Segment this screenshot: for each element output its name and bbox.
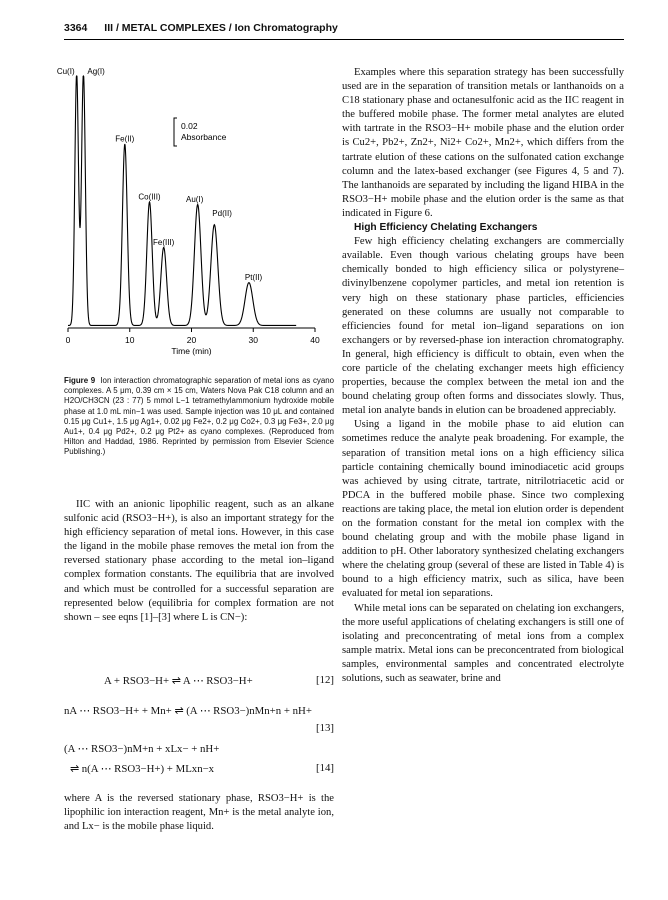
figure-label: Figure 9 [64,376,96,385]
equation-12 [64,674,334,688]
right-paragraph-3: Using a ligand in the mobile phase to aid elution can sometimes reduce the analyte peak broadening. For example, the separation of transition metal ions on a high efficiency silica particle containing chemically bound iminodiacetic acid groups was achieved by using citrate, tartrate, nitrilotriacetic acid or PDCA in the buffered mobile phase. Since two complexing reactions are taking place, the metal ion elution order is dependent on the formation constant for the metal ion complex with the bound chelating group and with the mobile phase ligand in addition to pH. Other laboratory synthesized chelating exchangers where the chelating group (several of these are listed in Table 4) is bound to a high efficiency matrix, such as silica, have been evaluated for metal ion separations. [342,419,624,600]
peak-label: Au(I) [186,195,204,204]
right-column [342,66,624,686]
left-paragraph-2: where A is the reversed stationary phase, RSO3−H+ is the lipophilic ion interaction reagent, Mn+ is the metal analyte ion, and Lx− is the mobile phase liquid. [64,793,334,833]
peak-label: Pd(II) [212,209,232,219]
chromatogram-chart [56,60,330,370]
left-column-end [64,792,334,834]
page-header [64,22,624,34]
equation-13-body: nA ⋯ RSO3−H+ + Mn+ ⇌ (A ⋯ RSO3−)nMn+n + nH+ [64,705,312,717]
equation-14-number: [14] [316,762,334,774]
equation-13-number: [13] [316,722,334,734]
chromatogram-trace [68,76,296,325]
equation-14-line1: (A ⋯ RSO3−)nM+n + xLx− + nH+ [64,743,220,755]
equation-14-line2: ⇌ n(A ⋯ RSO3−H+) + MLxn−x [70,763,215,775]
equation-13 [64,704,334,734]
equation-12-number: [12] [316,674,334,686]
x-tick-label: 20 [186,335,197,345]
equation-12-body: A + RSO3−H+ ⇌ A ⋯ RSO3−H+ [104,675,253,687]
left-paragraph-1: IIC with an anionic lipophilic reagent, such as an alkane sulfonic acid (RSO3−H+), is also an important strategy for the high efficiency separation of metal ions. However, in this case the ligand in the mobile phase removes the metal ion from the reversed stationary phase according to the metal ion–ligand complex formation constants. The equilibria that are involved and which must be controlled for a successful separation are represented below (equilibria for complex formation are not shown – see eqns [1]–[3] where L is CN−): [64,499,334,623]
x-axis-label: Time (min) [171,346,212,356]
peak-label: Cu(I) [56,67,75,76]
running-title: III / METAL COMPLEXES / Ion Chromatography [104,22,338,34]
scale-bar [174,118,227,146]
figure-caption [64,376,334,458]
x-tick-label: 10 [125,335,135,345]
header-rule [64,39,624,40]
peak-label: Co(III) [138,192,161,202]
left-column [64,498,334,625]
x-tick-label: 30 [248,335,258,345]
right-paragraph-4: While metal ions can be separated on chelating ion exchangers, the more useful applications of chelating exchangers is still one of isolating and preconcentrating of metal ions from a complex sample matrix. Metal ions can be preconcentrated from biological samples, environmental samples and concentrated electrolyte solutions, such as seawater, brine and [342,602,624,685]
section-heading: High Efficiency Chelating Exchangers [354,222,538,234]
x-tick-label: 40 [310,335,320,345]
peak-label: Pt(II) [244,273,263,283]
right-paragraph-1: Examples where this separation strategy has been successfully used are in the separation of transition metals or lanthanoids on a C18 stationary phase and octanesulfonic acid as the IIC reagent in the buffered mobile phase. The former metal analytes are eluted with tartrate in the RSO3−H+ mobile phase and the elution order is Cu2+, Pb2+, Zn2+, Ni2+ Co2+, Mn2+, which differs from the tartrate elution of these cations on the sulfonated cation exchange column and the latex-based exchanger (see Figures 4, 5 and 7). The lanthanoids are separated by including the ligand HIBA in the RSO3−H+ mobile phase and the elution order is the same as that indicated in Figure 6. [342,67,624,219]
x-tick-label: 0 [65,335,71,345]
page-number: 3364 [64,22,88,34]
peak-label: Ag(I) [87,67,105,76]
peak-label: Fe(II) [115,134,135,144]
equation-14 [64,742,334,776]
scale-bar-value: 0.02 [181,121,198,131]
figure-caption-text: Ion interaction chromatographic separation of metal ions as cyano complexes. A 5 μm, 0.39 cm × 15 cm, Waters Nova Pak C18 column and an H2O/CH3CN (23 : 77) 5 mmol L−1 tetramethylammonium hydroxide mobile phase at 1.0 mL min−1 was used. Sample injection was 10 μL and contained 0.15 μg Cu1+, 1.5 μg Ag1+, 0.02 μg Fe2+, 0.2 μg Co2+, 0.3 μg Fe3+, 2.0 μg Au1+, 0.4 μg Pd2+, 0.2 μg Pt2+ as cyano complexes. (Reproduced from Hilton and Haddad, 1986. Reprinted by permission from Elsevier Science Publishing.) [64,376,334,457]
right-paragraph-2: Few high efficiency chelating exchangers are commercially available. Even though various chelating groups have been chemically bonded to high efficiency silica or polystyrene–divinylbenzene copolymer particles, and metal ion retention is very high on these stationary phase particles, efficiencies generated on these columns are usually not comparable to efficiencies found for metal ion–ligand separations on ion exchangers or by reversed-phase ion interaction chromatography. In general, high efficiency is difficult to obtain, even when the core particle of the chelating exchanger meets high efficiency properties, because the complex between the metal ion and the bound chelating group often forms and dissociates slowly. Thus, metal ion analyte bands in elution can be broadened appreciably. [342,236,624,417]
peak-label: Fe(III) [153,237,175,247]
scale-bar-unit: Absorbance [181,132,227,142]
